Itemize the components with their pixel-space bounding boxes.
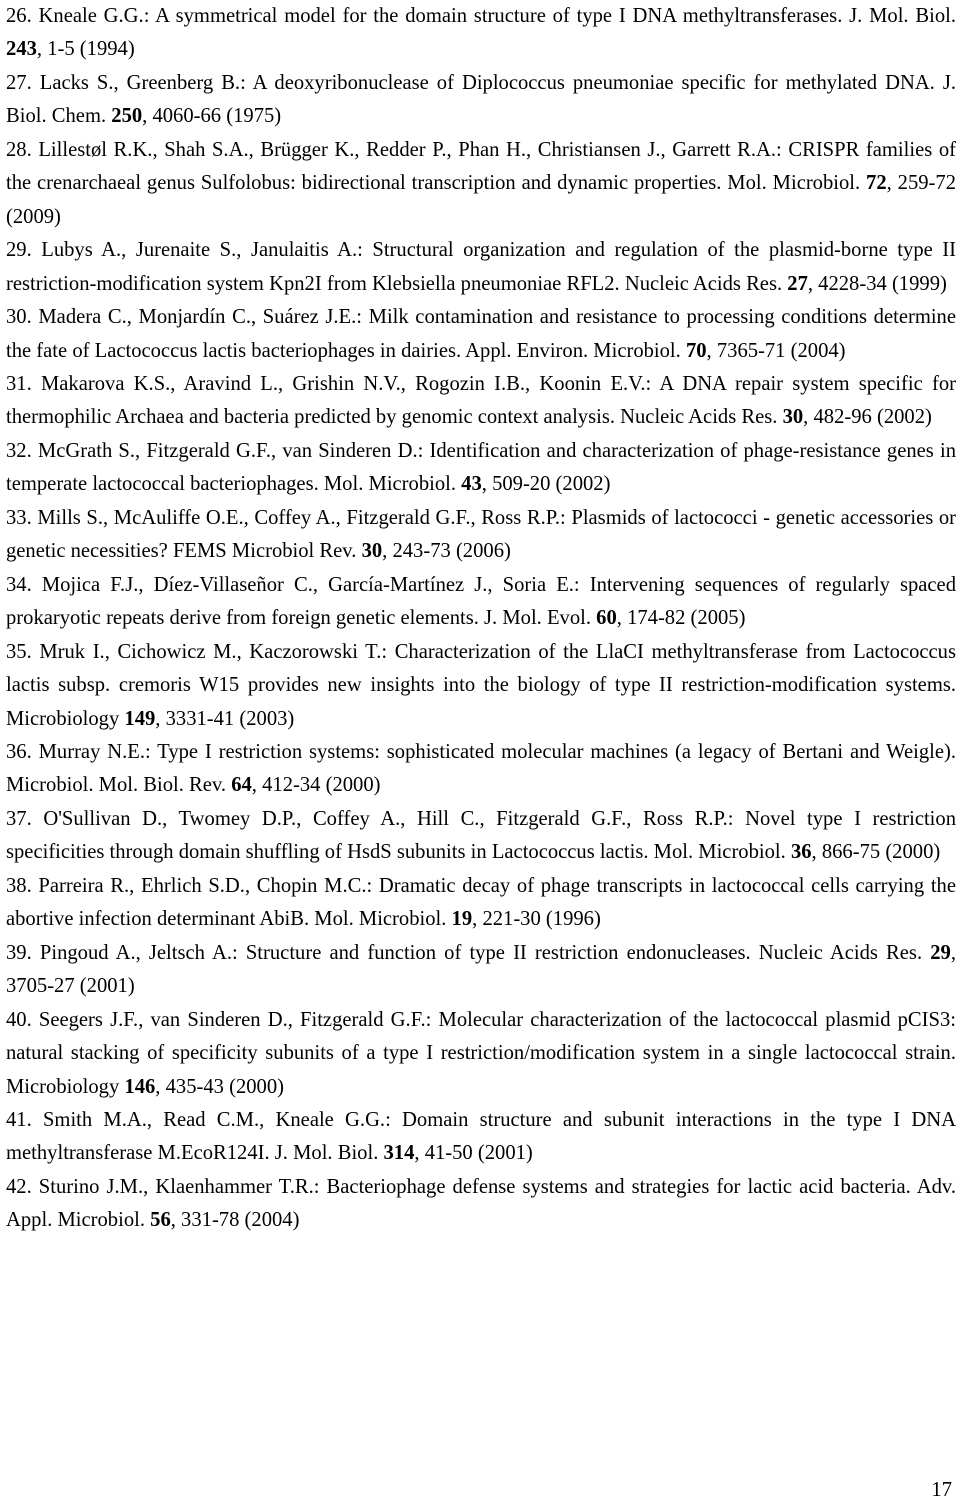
reference-item: 31. Makarova K.S., Aravind L., Grishin N.V., Rogozin I.B., Koonin E.V.: A DNA repair system specific for thermophilic Archaea and bacteria predicted by genomic context analysis. Nucleic Acids Res. 30, 482-96 (2002) — [6, 372, 956, 429]
volume-number: 243 — [6, 38, 37, 61]
volume-number: 146 — [124, 1075, 156, 1098]
volume-number: 60 — [596, 607, 617, 630]
reference-item: 26. Kneale G.G.: A symmetrical model for the domain structure of type I DNA methyltransferases. J. Mol. Biol. 243, 1-5 (1994) — [6, 5, 956, 61]
reference-item: 42. Sturino J.M., Klaenhammer T.R.: Bacteriophage defense systems and strategies for lactic acid bacteria. Adv. Appl. Microbiol. 56, 331-78 (2004) — [6, 1175, 956, 1232]
volume-number: 56 — [150, 1209, 171, 1232]
volume-number: 72 — [866, 172, 887, 195]
reference-item: 28. Lillestøl R.K., Shah S.A., Brügger K., Redder P., Phan H., Christiansen J., Garrett R.A.: CRISPR families of the crenarchaeal genus Sulfolobus: bidirectional transcription and dynamic properties. Mol. Microbiol. 72, 259-72 (2009) — [6, 138, 956, 228]
reference-item: 38. Parreira R., Ehrlich S.D., Chopin M.C.: Dramatic decay of phage transcripts in lactococcal cells carrying the abortive infection determinant AbiB. Mol. Microbiol. 19, 221-30 (1996) — [6, 874, 956, 931]
volume-number: 19 — [451, 908, 473, 931]
reference-item: 34. Mojica F.J., Díez-Villaseñor C., García-Martínez J., Soria E.: Intervening sequences of regularly spaced prokaryotic repeats derive from foreign genetic elements. J. Mol. Evol. 60, 174-82 (2005) — [6, 573, 956, 630]
volume-number: 314 — [383, 1142, 415, 1165]
reference-item: 39. Pingoud A., Jeltsch A.: Structure and function of type II restriction endonucleases. Nucleic Acids Res. 29, 3705-27 (2001) — [6, 941, 956, 998]
volume-number: 36 — [790, 841, 812, 864]
volume-number: 29 — [930, 941, 951, 964]
volume-number: 30 — [361, 540, 383, 563]
reference-item: 40. Seegers J.F., van Sinderen D., Fitzgerald G.F.: Molecular characterization of the lactococcal plasmid pCIS3: natural stacking of specificity subunits of a type I restriction/modification system in a single lactococcal strain. Microbiology 146, 435-43 (2000) — [6, 1008, 956, 1098]
page-number: 17 — [931, 1479, 952, 1501]
reference-item: 35. Mruk I., Cichowicz M., Kaczorowski T.: Characterization of the LlaCI methyltransferase from Lactococcus lactis subsp. cremoris W15 provides new insights into the biology of type II restriction-modification systems. Microbiology 149, 3331-41 (2003) — [6, 640, 956, 730]
volume-number: 64 — [231, 774, 252, 797]
reference-item: 29. Lubys A., Jurenaite S., Janulaitis A.: Structural organization and regulation of the plasmid-borne type II restriction-modification system Kpn2I from Klebsiella pneumoniae RFL2. Nucleic Acids Res. 27, 4228-34 (1999) — [6, 239, 956, 295]
volume-number: 30 — [782, 406, 804, 429]
volume-number: 43 — [461, 473, 482, 496]
volume-number: 250 — [111, 105, 143, 128]
reference-item: 37. O'Sullivan D., Twomey D.P., Coffey A., Hill C., Fitzgerald G.F., Ross R.P.: Novel type I restriction specificities through domain shuffling of HsdS subunits in Lactococcus lactis. Mol. Microbiol. 36, 866-75 (2000) — [6, 807, 956, 864]
volume-number: 70 — [685, 339, 707, 362]
reference-item: 36. Murray N.E.: Type I restriction systems: sophisticated molecular machines (a legacy of Bertani and Weigle). Microbiol. Mol. Biol. Rev. 64, 412-34 (2000) — [6, 740, 956, 797]
reference-item: 27. Lacks S., Greenberg B.: A deoxyribonuclease of Diplococcus pneumoniae specific for methylated DNA. J. Biol. Chem. 250, 4060-66 (1975) — [6, 71, 956, 128]
volume-number: 149 — [124, 707, 156, 730]
reference-list — [6, 0, 956, 1238]
reference-item: 30. Madera C., Monjardín C., Suárez J.E.: Milk contamination and resistance to processing conditions determine the fate of Lactococcus lactis bacteriophages in dairies. Appl. Environ. Microbiol. 70, 7365-71 (2004) — [6, 306, 956, 362]
reference-item: 32. McGrath S., Fitzgerald G.F., van Sinderen D.: Identification and characterization of phage-resistance genes in temperate lactococcal bacteriophages. Mol. Microbiol. 43, 509-20 (2002) — [6, 439, 956, 496]
volume-number: 27 — [787, 272, 808, 295]
reference-item: 33. Mills S., McAuliffe O.E., Coffey A., Fitzgerald G.F., Ross R.P.: Plasmids of lactococci - genetic accessories or genetic necessities? FEMS Microbiol Rev. 30, 243-73 (2006) — [6, 506, 956, 563]
reference-item: 41. Smith M.A., Read C.M., Kneale G.G.: Domain structure and subunit interactions in the type I DNA methyltransferase M.EcoR124I. J. Mol. Biol. 314, 41-50 (2001) — [6, 1108, 956, 1165]
